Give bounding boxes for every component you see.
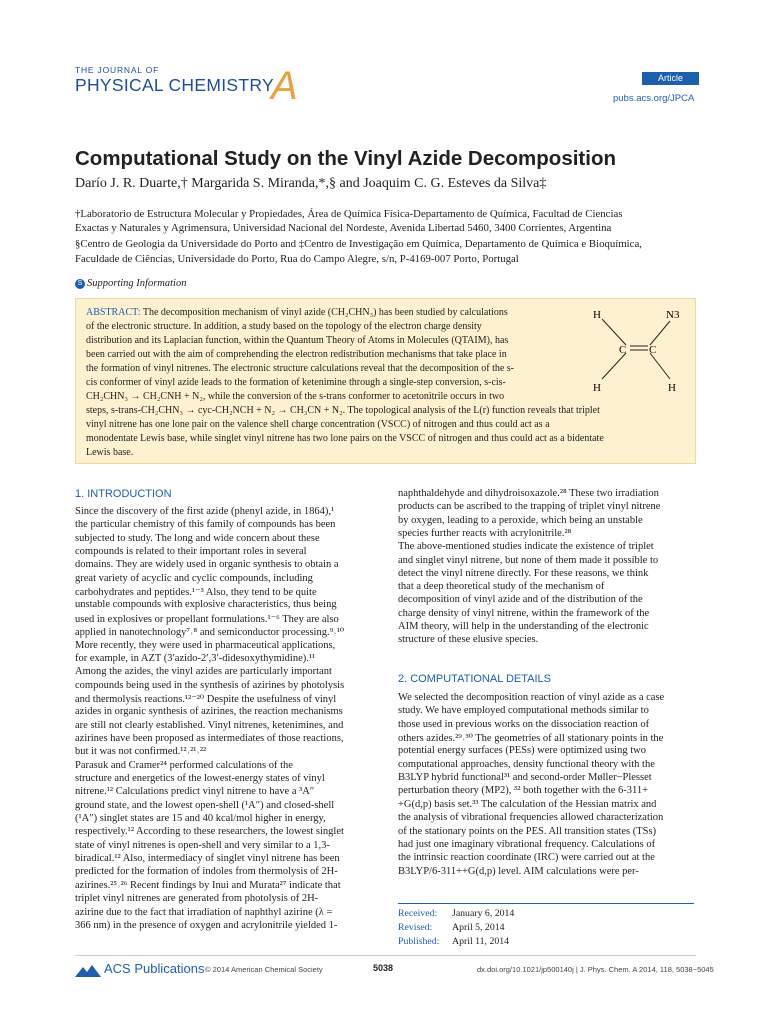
- text-line: (¹A″) singlet states are 15 and 40 kcal/mol higher in energy,: [75, 813, 326, 825]
- revised-date: Revised: April 5, 2014: [398, 922, 505, 933]
- text-line: computational approaches, density functional theory with the: [398, 758, 655, 770]
- molecule-atom-h: H: [668, 382, 676, 394]
- text-line: nitrene.¹² Calculations predict vinyl nitrene to have a ³A″: [75, 786, 315, 798]
- text-line: of the stationary points on the PES. All transition states (TSs): [398, 825, 657, 837]
- author-list: Darío J. R. Duarte,† Margarida S. Miranda,*,§ and Joaquim C. G. Esteves da Silva‡: [75, 176, 547, 191]
- acs-logo-icon: [75, 963, 101, 977]
- text-line: decomposition of vinyl azide and of the distribution of the: [398, 594, 643, 606]
- text-line: compounds is related to their important roles in several: [75, 546, 307, 558]
- abstract-line: Lewis base.: [86, 447, 134, 458]
- text-line: and thermolysis reactions.¹²⁻²⁰ Despite the usefulness of vinyl: [75, 693, 337, 705]
- received-date: Received: January 6, 2014: [398, 908, 515, 919]
- abstract-line: ABSTRACT: The decomposition mechanism of vinyl azide (CH₂CHN₃) has been studied by calculations: [86, 307, 508, 318]
- text-line: azirines have been proposed as intermediates of those reactions,: [75, 732, 344, 744]
- text-line: the particular chemistry of this family of compounds has been: [75, 519, 336, 531]
- text-line: those used in previous works on the dissociation reaction of: [398, 718, 650, 730]
- doi-citation[interactable]: dx.doi.org/10.1021/jp500140j | J. Phys. Chem. A 2014, 118, 5038−5045: [477, 965, 714, 974]
- molecule-atom-c: C: [649, 344, 657, 356]
- page-number: 5038: [373, 963, 394, 973]
- text-line: biradical.¹² Also, intermediacy of singlet vinyl nitrene has been: [75, 853, 340, 865]
- text-line: are still not clearly established. Vinyl nitrenes, ketenimines, and: [75, 719, 344, 731]
- dates-top-rule: [398, 903, 694, 904]
- text-line: by oxygen, leading to a peroxide, which being an unstable: [398, 514, 643, 526]
- journal-logo-letter: A: [271, 64, 298, 108]
- text-line: We selected the decomposition reaction of vinyl azide as a case: [398, 692, 665, 703]
- footer-rule: [75, 955, 696, 956]
- text-line: B3LYP/6-311++G(d,p) level. AIM calculations were per-: [398, 865, 639, 877]
- article-type-badge: Article: [642, 72, 699, 85]
- text-line: AIM theory, will help in the understanding of the electronic: [398, 621, 649, 632]
- text-line: potential energy surfaces (PESs) were optimized using two: [398, 745, 646, 757]
- text-line: carbohydrates and peptides.¹⁻³ Also, they tend to be quite: [75, 587, 317, 599]
- journal-logo-line1: THE JOURNAL OF: [75, 65, 160, 75]
- text-line: azirines.²⁵˒²⁶ Recent findings by Inui and Murata²⁷ indicate that: [75, 879, 341, 891]
- text-line: subjected to study. The long and wide concern about these: [75, 532, 320, 544]
- text-line: and singlet vinyl nitrene, but none of them made it possible to: [398, 554, 659, 566]
- abstract-line: been carried out with the aim of comprehending the electron redistribution mechanisms that take place in: [86, 349, 507, 360]
- paper-title: Computational Study on the Vinyl Azide Decomposition: [75, 147, 616, 170]
- abstract-line: the formation of vinyl nitrenes. The electronic structure calculations reveal that the decomposition of the s-: [86, 363, 515, 374]
- section-heading-introduction: 1. INTRODUCTION: [75, 488, 172, 500]
- supporting-info-link[interactable]: Supporting Information: [87, 278, 187, 289]
- text-line: the analysis of vibrational frequencies allowed characterization: [398, 812, 664, 824]
- text-line: naphthaldehyde and dihydroisoxazole.²⁸ These two irradiation: [398, 488, 659, 499]
- abstract-line: distribution and its Laplacian function, within the Quantum Theory of Atoms in Molecules (QTAIM), has: [86, 335, 509, 346]
- molecule-atom-c: C: [619, 344, 627, 356]
- text-line: study. We have employed computational methods similar to: [398, 705, 649, 717]
- journal-logo: [75, 64, 298, 108]
- text-line: 366 nm) in the presence of oxygen and acrylonitrile yielded 1-: [75, 919, 338, 931]
- molecule-atom-h: H: [593, 309, 601, 321]
- text-line: charge density of vinyl nitrene, within the framework of the: [398, 607, 650, 619]
- abstract-box: [75, 298, 696, 464]
- vinyl-azide-structure-diagram: [586, 305, 696, 415]
- text-line: More recently, they were used in pharmaceutical applications,: [75, 639, 336, 651]
- text-line: had just one imaginary vibrational frequency. Calculations of: [398, 838, 656, 850]
- molecule-atom-n3: N3: [666, 309, 680, 321]
- text-line: domains. They are widely used in organic synthesis to obtain a: [75, 559, 339, 571]
- abstract-line: steps, s-trans-CH₂CHN₃ → cyc-CH₂NCH + N₂ → CH₃CN + N₂. The topological analysis of the L(r) function reveals that triplet: [86, 405, 600, 416]
- text-line: The above-mentioned studies indicate the existence of triplet: [398, 541, 654, 553]
- text-line: but it was not confirmed.¹²˒²¹˒²²: [75, 746, 207, 758]
- text-line: predicted for the formation of indoles from thermolysis of 2H-: [75, 866, 338, 878]
- text-line: Among the azides, the vinyl azides are particularly important: [75, 666, 332, 678]
- published-date: Published: April 11, 2014: [398, 936, 510, 947]
- text-line: respectively.¹² According to these researchers, the lowest singlet: [75, 826, 344, 838]
- text-line: azides in organic synthesis of azirines, the reaction mechanisms: [75, 706, 343, 718]
- text-line: structure and energetics of the lowest-energy states of vinyl: [75, 773, 325, 784]
- text-line: azirine due to the fact that irradiation of naphthyl azirine (λ =: [75, 906, 333, 918]
- text-line: unstable compounds with explosive characteristics, thus being: [75, 599, 337, 611]
- text-line: others azides.²⁹˒³⁰ The geometries of all stationary points in the: [398, 733, 664, 745]
- abstract-line: monodentate Lewis base, while singlet vinyl nitrene has two lone pairs on the VSCC of nitrogen and thus could act as a bidentate: [86, 433, 604, 444]
- text-line: +G(d,p) basis set.³³ The calculation of the Hessian matrix and: [398, 798, 657, 810]
- supporting-info-icon[interactable]: S: [75, 279, 85, 289]
- text-line: applied in nanotechnology⁷˒⁸ and semiconductor processing.⁹˒¹⁰: [75, 627, 345, 639]
- text-line: state of vinyl nitrenes is open-shell and very similar to a 1,3-: [75, 839, 330, 851]
- abstract-label: ABSTRACT:: [86, 307, 141, 318]
- text-line: compounds being used in the synthesis of azirines by photolysis: [75, 679, 345, 691]
- text-line: B3LYP hybrid functional³¹ and second-order Møller−Plesset: [398, 772, 652, 784]
- abstract-line: CH₂CHN₃ → CH₂CNH + N₂, while the conversion of the s-trans conformer to acetonitrile occurs in two: [86, 391, 505, 402]
- text-line: great variety of acyclic and cyclic compounds, including: [75, 572, 313, 584]
- section-heading-computational: 2. COMPUTATIONAL DETAILS: [398, 673, 552, 685]
- text-line: ground state, and the lowest open-shell (¹A″) and closed-shell: [75, 799, 335, 811]
- journal-logo-line2: PHYSICAL CHEMISTRY: [75, 75, 274, 95]
- abstract-line: of the electronic structure. In addition, a study based on the topology of the electron charge density: [86, 321, 482, 332]
- affiliation-line: Faculdade de Ciências, Universidade do Porto, Rua do Campo Alegre, s/n, P-4169-007 Porto, Portugal: [75, 253, 519, 265]
- text-line: products can be ascribed to the trapping of triplet vinyl nitrene: [398, 501, 661, 513]
- copyright-notice: © 2014 American Chemical Society: [205, 965, 323, 974]
- affiliation-line: †Laboratorio de Estructura Molecular y Propiedades, Área de Química Física-Departamento de Química, Facultad de Ciencias: [75, 208, 623, 220]
- text-line: Since the discovery of the first azide (phenyl azide, in 1864),¹: [75, 506, 335, 517]
- text-line: triplet vinyl nitrenes are generated from photolysis of 2H-: [75, 893, 319, 905]
- text-line: structure of these elusive species.: [398, 634, 539, 646]
- text-line: perturbation theory (MP2), ³² both together with the 6-311+: [398, 785, 649, 797]
- text-line: Parasuk and Cramer²⁴ performed calculations of the: [75, 759, 293, 771]
- abstract-line: vinyl nitrene has one lone pair on the valence shell charge concentration (VSCC) of nitrogen and thus could act as a: [86, 419, 550, 430]
- acs-publications-logo[interactable]: ACS Publications: [104, 961, 205, 976]
- text-line: species further reacts with acrylonitrile.²⁸: [398, 527, 572, 539]
- text-line: used in explosives or propellant formulations.¹⁻⁶ They are also: [75, 613, 339, 625]
- molecule-atom-h: H: [593, 382, 601, 394]
- text-line: detect the vinyl nitrene directly. For these reasons, we think: [398, 567, 649, 579]
- affiliation-line: Exactas y Naturales y Agrimensura, Universidad Nacional del Nordeste, Avenida Libertad 5460, 3400 Corrientes, Argentina: [75, 222, 612, 234]
- affiliation-line: §Centro de Geologia da Universidade do Porto and ‡Centro de Investigação em Química, Departamento de Química e Bioquímica,: [75, 238, 642, 250]
- journal-url-link[interactable]: pubs.acs.org/JPCA: [613, 93, 695, 104]
- text-line: that a deep theoretical study of the mechanism of: [398, 581, 605, 593]
- abstract-line: cis conformer of vinyl azide leads to the formation of ketenimine through a single-step conversion, s-cis-: [86, 377, 506, 388]
- text-line: the intrinsic reaction coordinate (IRC) were carried out at the: [398, 852, 655, 864]
- text-line: for example, in AZT (3′azido-2′,3′-didesoxythymidine).¹¹: [75, 652, 316, 664]
